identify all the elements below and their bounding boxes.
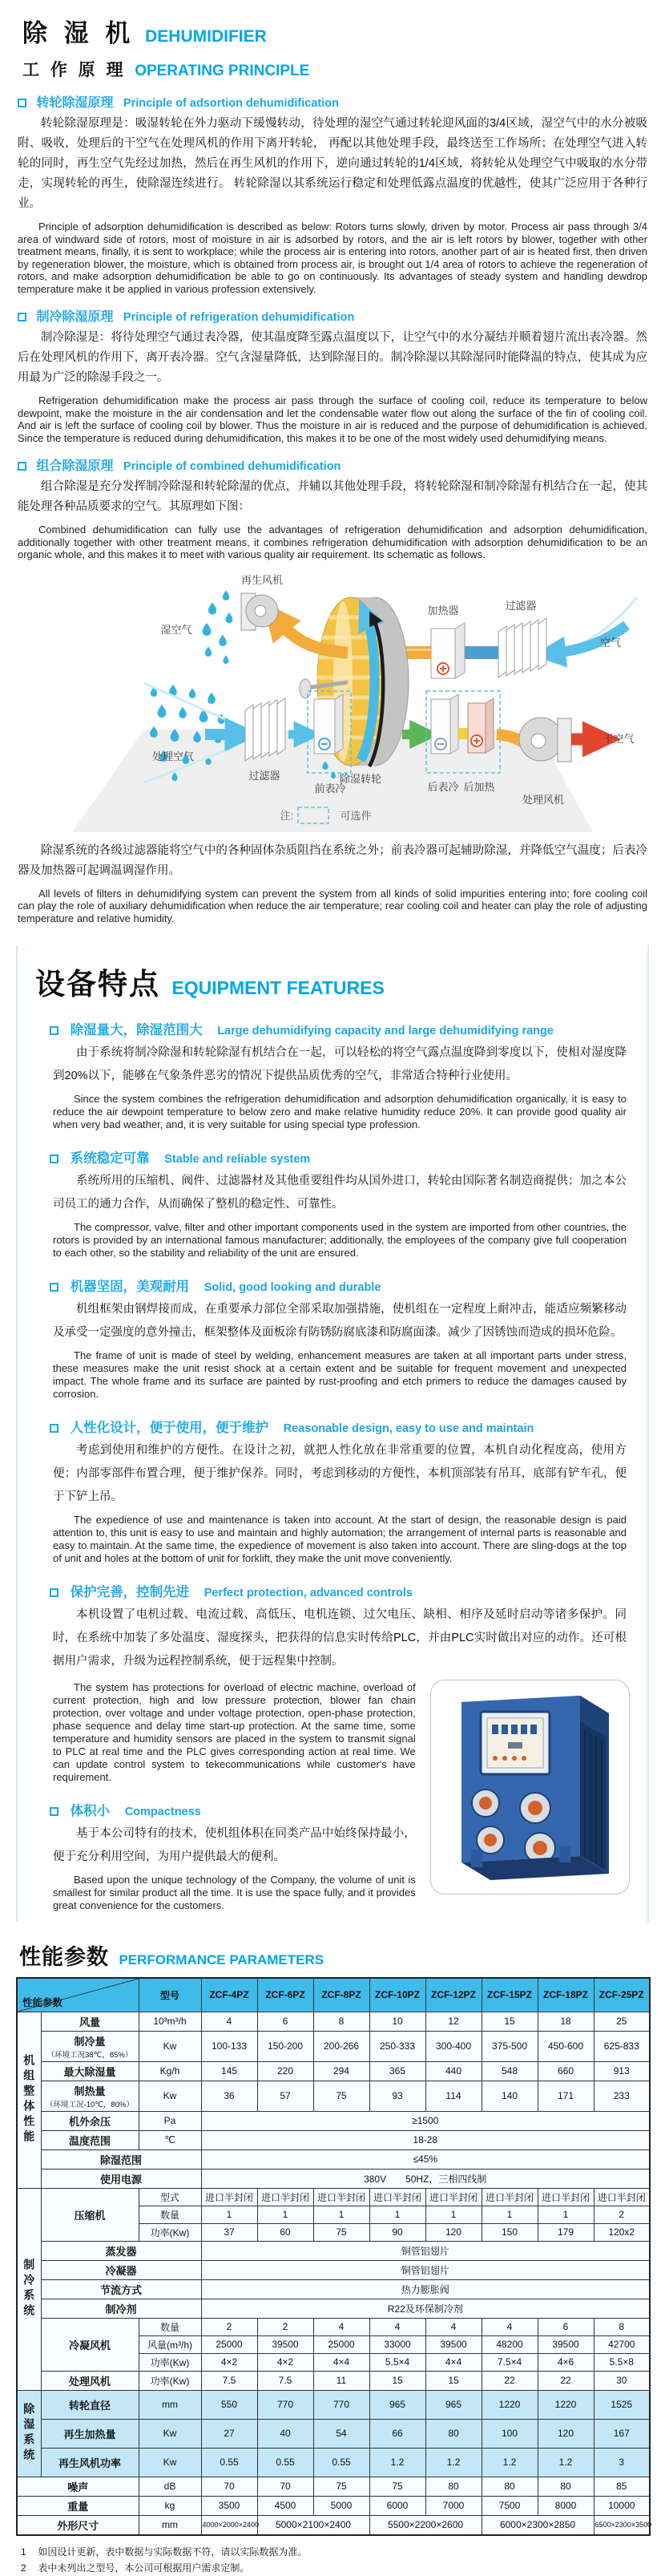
table-cell: 90 [369,2223,425,2241]
table-cell: 250-333 [369,2031,425,2061]
adsorption-paragraph-cn: 转轮除湿原理是：吸湿转轮在外力驱动下缓慢转动，待处理的湿空气通过转轮迎风面的3/4区域，湿空气中的水分被吸附、吸收，处理后的干空气在处理风机的作用下离开转轮， 再配以其他处理手段，最终送至工作场所；在处理空气进入转轮的同时，再生空气先经过加热，然后在再生风机的作用下，逆向通过转轮的1/4区域，将转轮从处理空气中吸取的水分带走，实现转轮的再生，使除湿连续进行。 转轮除湿以其系统运行稳定和处理低露点温度的优越性，使其广泛应用于各种行业。 [18,117,647,210]
feature-title-compactness [50,1800,416,1819]
table-cell: 功率(Kw) [139,2371,201,2390]
table-cell: 42700 [594,2335,650,2353]
table-notes [21,2544,649,2576]
table-cell: 制冷量 （环境工况38℃，85%） [41,2031,139,2061]
table-cell: Kg/h [139,2061,201,2081]
table-cell: 18-28 [201,2130,650,2149]
table-cell: 数量 [139,2206,201,2223]
model-column-header: ZCF-4PZ [201,1978,257,2012]
feature-title-en: Solid, good looking and durable [204,1281,381,1294]
regen-fan-shape [241,593,278,630]
table-cell: 27 [201,2419,257,2448]
square-bullet-icon [50,1026,58,1035]
table-cell: 39500 [257,2335,313,2353]
table-cell: 温度范围 [41,2130,139,2149]
table-cell: 60 [257,2223,313,2241]
table-cell: 1 [369,2206,425,2223]
table-cell: 15 [482,2012,538,2031]
table-cell: 80 [482,2477,538,2496]
post-diagram-en: All levels of filters in dehumidifying system can prevent the system from all kinds of solid impurities entering into; fore cooling coil can play the role of auxiliary dehumidification when reduce the air temperature; rear cooling coil and heater can play the role of adjusting temperature and relative humidity. [18,887,647,924]
table-cell: 功率(Kw) [139,2353,201,2371]
model-column-header: ZCF-6PZ [257,1978,313,2012]
table-cell: 噪声 [17,2477,139,2496]
label-rear-heat: 后加热 [463,780,495,793]
feature-title-en: Large dehumidifying capacity and large dehumidifying range [217,1025,554,1037]
square-bullet-icon [50,1424,58,1433]
table-cell: 294 [313,2061,369,2081]
table-cell: 75 [313,2081,369,2111]
table-cell: 171 [538,2081,594,2111]
table-cell: 4×4 [425,2353,482,2371]
section-title-cn: 组合除湿原理 [36,459,114,473]
feature-title-stable [50,1147,630,1167]
table-cell: 0.55 [201,2448,257,2477]
model-column-header: ZCF-12PZ [425,1978,482,2012]
table-cell: 8 [313,2012,369,2031]
table-cell: 220 [257,2061,313,2081]
feature-title-cn: 除湿量大，除湿范围大 [70,1023,203,1037]
table-cell: 22 [482,2371,538,2390]
table-cell: 7.5 [257,2371,313,2390]
table-cell: 7000 [425,2496,482,2515]
table-cell: 1 [313,2206,369,2223]
table-cell: 200-266 [313,2031,369,2061]
table-cell: ℃ [139,2130,201,2149]
feature-title-en: Stable and reliable system [164,1153,311,1166]
feature-title-cn: 体积小 [70,1804,111,1818]
table-cell: 365 [369,2061,425,2081]
feature-compactness-en: Based upon the unique technology of the Company, the volume of unit is smallest for similar product all the time. It is use the space fully, and it provides great convenience for the customers. [53,1874,416,1911]
table-cell: 15 [425,2371,482,2390]
table-cell: 120x2 [594,2223,650,2241]
feature-stable-en: The compressor, valve, filter and other important components used in the system are imported from other countries, the rotors is provided by an international famous manufacturer; additionally, the employees of the company give full cooperation to each other, so the stability and reliability of the unit are ensured. [53,1221,627,1259]
table-cell: 380V 50HZ，三相四线制 [201,2169,650,2188]
table-cell: 再生风机功率 [41,2448,139,2477]
label-process-fan: 处理风机 [522,793,565,806]
table-cell: 使用电源 [41,2169,201,2188]
table-cell: 1220 [538,2390,594,2419]
table-cell: 6500×2300×3500 [594,2515,650,2535]
table-cell: 机外余压 [41,2111,139,2130]
features-heading-en: EQUIPMENT FEATURES [171,977,385,998]
table-cell: 770 [257,2390,313,2419]
section-title-cn: 制冷除湿原理 [36,310,114,324]
table-cell: 0.55 [313,2448,369,2477]
table-cell: 2 [594,2206,650,2223]
table-cell: 8 [594,2318,650,2335]
table-cell: 制热量 （环境工况-10℃，80%） [41,2081,139,2111]
table-cell: 75 [313,2223,369,2241]
feature-title-cn: 系统稳定可靠 [70,1151,150,1166]
table-cell: 除湿范围 [41,2149,201,2169]
table-cell: 4500 [257,2496,313,2515]
table-cell: 770 [313,2390,369,2419]
table-cell: 70 [257,2477,313,2496]
model-column-header: ZCF-18PZ [538,1978,594,2012]
table-cell: 1 [257,2206,313,2223]
table-cell: 冷凝风机 [41,2318,139,2371]
table-cell: 进口半封闭 [538,2188,594,2206]
table-cell: 风量(m³/h) [139,2335,201,2353]
table-cell: 1 [201,2206,257,2223]
note-label: 注: [280,809,294,822]
table-cell: 1220 [482,2390,538,2419]
table-cell: 4×2 [201,2353,257,2371]
model-column-header: ZCF-8PZ [313,1978,369,2012]
feature-title-en: Perfect protection, advanced controls [204,1587,413,1599]
table-cell: 167 [594,2419,650,2448]
model-header: 型号 [139,1978,201,2012]
note-text: 表中未列出之型号，本公司可根据用户需求定制。 [38,2562,250,2574]
table-cell: 4×2 [257,2353,313,2371]
protection-photo-row [35,1676,630,1914]
table-cell: 4 [425,2318,482,2335]
label-regen-fan: 再生风机 [240,573,284,586]
label-air-in: 空气 [599,636,622,649]
table-cell: 处理风机 [41,2371,139,2390]
table-cell: 36 [201,2081,257,2111]
feature-solid-cn: 机组框架由钢焊接而成，在重要承力部位全部采取加强措施，使机组在一定程度上耐冲击，能适应频繁移动及承受一定强度的意外撞击，框架整体及面板涂有防锈防腐底漆和防腐面漆。减少了因锈蚀而造成的损坏危险。 [53,1303,627,1339]
performance-table [16,1977,651,2536]
table-cell: 25000 [313,2335,369,2353]
table-cell: 3 [594,2448,650,2477]
note-number: 2 [21,2562,26,2574]
section-title-refrigeration [18,306,649,325]
square-bullet-icon [50,1588,58,1597]
table-cell: 1.2 [369,2448,425,2477]
process-fan-shape [519,718,571,762]
table-cell: 57 [257,2081,313,2111]
table-cell: 300-400 [425,2031,482,2061]
table-cell: 40 [257,2419,313,2448]
table-cell: 7.5×4 [482,2353,538,2371]
table-cell: 75 [313,2477,369,2496]
feature-capacity-cn: 由于系统将制冷除湿和转轮除湿有机结合在一起，可以轻松的将空气露点温度降到零度以下，使相对湿度降到20%以下，能够在气象条件恶劣的情况下提供品质优秀的空气，非常适合特种行业使用。 [53,1046,627,1082]
table-cell: 6 [538,2318,594,2335]
table-cell: 6000×2300×2850 [482,2515,594,2535]
label-dry-air: 干空气 [603,732,635,745]
table-cell: dB [139,2477,201,2496]
table-cell: 7.5 [201,2371,257,2390]
table-cell: Kw [139,2031,201,2061]
table-cell: 压缩机 [41,2188,139,2241]
table-cell: 风量 [41,2012,139,2031]
table-cell: 39500 [538,2335,594,2353]
label-process-air: 处理空气 [151,750,195,762]
table-cell: 66 [369,2419,425,2448]
table-cell: ≤45% [201,2149,650,2169]
table-cell: 制冷系统 [17,2188,41,2390]
feature-protection-cn: 本机设置了电机过载、电流过载、高低压、电机连锁、过欠电压、缺相、相序及延时启动等诸多保护。同时，在系统中加装了多处温度、湿度探头，把获得的信息实时传给PLC，并由PLC实时做出对应的动作。还可根据用户需求，升级为远程控制系统，便于远程集中控制。 [53,1608,627,1668]
table-cell: 179 [538,2223,594,2241]
table-cell: 功率(Kw) [139,2223,201,2241]
section-title-adsorption [18,92,649,111]
table-cell: Kw [139,2448,201,2477]
table-cell: 进口半封闭 [257,2188,313,2206]
table-cell: 913 [594,2061,650,2081]
table-cell: 1.2 [482,2448,538,2477]
table-cell: 节流方式 [41,2279,201,2299]
table-cell: 75 [369,2477,425,2496]
features-heading-cn: 设备特点 [35,968,160,1001]
table-cell: 8000 [538,2496,594,2515]
feature-title-capacity [50,1019,630,1038]
feature-design-en: The expedience of use and maintenance is taken into account. At the start of design, the reasonable design is paid attention to, this unit is easy to use and maintain and highly automation; the arrangement of internal parts is reasonable and easy to maintain. At the same time, the expedience of movement is also taken into account. There are sling-dogs at the top of unit and holes at the bottom of unit for forklift, they make the unit move conveniently. [53,1514,627,1564]
table-cell: 120 [425,2223,482,2241]
table-cell: 550 [201,2390,257,2419]
table-cell: 机组整体性能 [17,2012,41,2188]
table-cell: 转轮直径 [41,2390,139,2419]
parameters-heading [19,1939,649,1971]
note-text: 如因设计更新，表中数据与实际数据不符，请以实际数据为准。 [38,2546,308,2558]
square-bullet-icon [50,1807,58,1816]
page-title-cn: 除 湿 机 [22,19,135,47]
table-cell: 140 [482,2081,538,2111]
heater-shape [431,623,465,678]
table-cell: 145 [201,2061,257,2081]
feature-title-cn: 人性化设计，便于使用，便于维护 [70,1421,269,1435]
table-cell: 蒸发器 [41,2241,201,2260]
table-cell: Kw [139,2419,201,2448]
wet-air-droplets [203,590,233,664]
section-title-en: Principle of refrigeration dehumidification [123,311,355,324]
table-cell: 440 [425,2061,482,2081]
feature-title-cn: 保护完善，控制先进 [70,1585,190,1599]
table-cell: 热力膨胀阀 [201,2279,650,2299]
note-2 [21,2560,649,2576]
table-cell: 5000 [313,2496,369,2515]
table-cell: 10 [369,2012,425,2031]
operating-principle-heading-cn: 工 作 原 理 [22,61,127,79]
combined-paragraph-cn: 组合除湿是充分发挥制冷除湿和转轮除湿的优点，并辅以其他处理手段，将转轮除湿和制冷除湿有机结合在一起，使其能处理各种品质要求的空气。其原理如下图： [18,480,647,513]
feature-title-en: Compactness [124,1806,201,1818]
square-bullet-icon [18,99,26,107]
table-cell: 54 [313,2419,369,2448]
label-wet-air: 湿空气 [160,623,192,636]
table-cell: 93 [369,2081,425,2111]
dehumidifier-unit-illustration [439,1689,620,1885]
table-cell: 5.5×8 [594,2353,650,2371]
table-cell: 233 [594,2081,650,2111]
table-cell: 70 [201,2477,257,2496]
page-title [22,13,649,49]
feature-title-protection [50,1581,630,1600]
label-heater: 加热器 [427,604,459,617]
table-cell: 4×4 [313,2353,369,2371]
table-cell: 1 [482,2206,538,2223]
table-cell: 除湿系统 [17,2390,41,2477]
left-column [35,1676,416,1914]
table-cell: 重量 [17,2496,139,2515]
note-1 [21,2544,649,2560]
feature-stable-cn: 系统所用的压缩机、阀件、过滤器材及其他重要组件均从国外进口，转轮由国际著名制造商提供；加之本公司员工的通力合作，从而确保了整机的稳定性、可靠性。 [53,1175,627,1211]
operating-principle-heading [22,57,649,81]
table-corner-cell: 性能参数 [17,1978,139,2012]
table-cell: 625-833 [594,2031,650,2061]
table-cell: 数量 [139,2318,201,2335]
table-cell: 2 [201,2318,257,2335]
table-cell: 965 [369,2390,425,2419]
table-cell: 25000 [201,2335,257,2353]
table-cell: mm [139,2515,201,2535]
table-cell: 6 [257,2012,313,2031]
table-cell: mm [139,2390,201,2419]
equipment-features-panel [16,945,649,1922]
label-filter-top: 过滤器 [505,599,537,612]
table-cell: 进口半封闭 [425,2188,482,2206]
table-cell: 10000 [594,2496,650,2515]
square-bullet-icon [50,1283,58,1292]
table-cell: 4000×2000×2400 [201,2515,257,2535]
page-title-en: DEHUMIDIFIER [145,27,267,46]
table-cell: 进口半封闭 [313,2188,369,2206]
table-cell: 外形尺寸 [17,2515,139,2535]
table-cell: 375-500 [482,2031,538,2061]
label-rotor: 除湿转轮 [339,772,382,785]
square-bullet-icon [18,313,26,321]
feature-capacity-en: Since the system combines the refrigeration dehumidification and adsorption dehumidification organically, it is easy to reduce the air dewpoint temperature to below zero and make relative humidity reduce 20%. It can provide good quality air when very bad weather, and, it is very suitable for using special type profession. [53,1093,627,1130]
table-cell: Pa [139,2111,201,2130]
table-cell: 5500×2200×2600 [369,2515,482,2535]
table-cell: 12 [425,2012,482,2031]
table-cell: 22 [538,2371,594,2390]
combined-paragraph-en: Combined dehumidification can fully use the advantages of refrigeration dehumidification and adsorption dehumidification, additionally together with other treatment means, it combines refrigeration dehumidification with adsorption dehumidification to be an organic whole, and this makes it to meet with various quality air requirement. Its schematic as follows. [18,524,647,560]
table-cell: 10³m³/h [139,2012,201,2031]
table-cell: 7500 [482,2496,538,2515]
parameters-heading-en: PERFORMANCE PARAMETERS [119,1952,324,1967]
table-cell: 1.2 [425,2448,482,2477]
label-filter-bottom: 过滤器 [248,769,280,782]
table-cell: 4×6 [538,2353,594,2371]
model-column-header: ZCF-15PZ [482,1978,538,2012]
table-cell: 冷凝器 [41,2260,201,2279]
table-cell: 11 [313,2371,369,2390]
table-cell: 80 [538,2477,594,2496]
section-title-en: Principle of adsortion dehumidification [123,97,339,110]
note-text: 可选件 [340,809,372,822]
table-cell: 48200 [482,2335,538,2353]
square-bullet-icon [50,1155,58,1163]
feature-title-solid [50,1276,630,1295]
table-cell: 1525 [594,2390,650,2419]
product-photo [430,1680,630,1895]
feature-solid-en: The frame of unit is made of steel by welding, enhancement measures are taken at all important parts under stress, these measures make the unit resist shock at a certain extent and be suitable for frequent movement and unexpected impact. The whole frame and its surface are painted by rust-proofing and etch primers to reduce the damages caused by corrosion. [53,1349,627,1400]
table-cell: 铜管铝翅片 [201,2241,650,2260]
table-cell: 4 [369,2318,425,2335]
table-cell: R22及环保制冷剂 [201,2299,650,2318]
table-cell: 33000 [369,2335,425,2353]
table-cell: 660 [538,2061,594,2081]
table-cell: 1 [538,2206,594,2223]
adsorption-paragraph-en: Principle of adsorption dehumidification is described as below: Rotors turns slowly, driven by motor. Process air pass through 3/4 area of windward side of rotors, most of moisture in air is adsorbed by rotors, and the air is left rotors by blower, together with other treatment means, finally, it is sent to workplace; while the process air is entering into rotors, another part of air is heated first, then driven by regeneration blower, the moisture, which is obtained from process air, is brought out 1/4 area of rotors to achieve the regeneration of rotors, and make adsorption dehumidification be able to go on continuously. Its advantages of steady system and handling dewdrop temperature make it be applied in various profession extensively. [18,220,647,295]
table-cell: 120 [538,2419,594,2448]
table-cell: 965 [425,2390,482,2419]
table-cell: 100 [482,2419,538,2448]
parameters-heading-cn: 性能参数 [19,1945,109,1969]
model-column-header: ZCF-10PZ [369,1978,425,2012]
features-heading [35,960,630,1003]
label-front-cool: 前表冷 [314,782,346,795]
feature-design-cn: 考虑到使用和维护的方便性。在设计之初，就把人性化放在非常重要的位置，本机自动化程度高，使用方便；内部零部件布置合理，便于维护保养。同时，考虑到移动的方便性，本机顶部装有吊耳，底部有铲车孔，便于下铲上吊。 [53,1444,627,1503]
table-cell: 进口半封闭 [594,2188,650,2206]
table-cell: 100-133 [201,2031,257,2061]
table-cell: 450-600 [538,2031,594,2061]
table-cell: kg [139,2496,201,2515]
table-cell: 4 [313,2318,369,2335]
table-cell: 制冷剂 [41,2299,201,2318]
table-cell: 进口半封闭 [369,2188,425,2206]
section-title-en: Principle of combined dehumidification [123,460,341,473]
table-cell: 18 [538,2012,594,2031]
table-cell: 0.55 [257,2448,313,2477]
section-title-cn: 转轮除湿原理 [36,96,114,110]
post-diagram-cn: 除湿系统的各级过滤器能将空气中的各种固体杂质阻挡在系统之外；前表冷器可起辅助除湿，并降低空气温度；后表冷器及加热器可起调温调湿作用。 [18,843,647,877]
operating-principle-heading-en: OPERATING PRINCIPLE [135,63,310,79]
table-cell: 1 [425,2206,482,2223]
table-cell: Kw [139,2081,201,2111]
refrigeration-paragraph-cn: 制冷除湿是：将待处理空气通过表冷器，使其温度降至露点温度以下，让空气中的水分凝结并顺着翅片流出表冷器。然后在处理风机的作用下，离开表冷器。空气含湿量降低，达到除湿目的。制冷除湿以其除湿同时能降温的特点，使其成为应用最为广泛的除湿手段之一。 [18,331,647,384]
table-cell: 4 [201,2012,257,2031]
table-cell: 6000 [369,2496,425,2515]
table-cell: 型式 [139,2188,201,2206]
section-title-combined [18,455,649,474]
label-rear-cool: 后表冷 [427,780,459,793]
table-cell: 2 [257,2318,313,2335]
table-cell: 85 [594,2477,650,2496]
square-bullet-icon [18,462,26,471]
feature-title-cn: 机器坚固，美观耐用 [70,1280,190,1294]
table-cell: 5000×2100×2400 [257,2515,369,2535]
schematic-diagram [16,569,649,838]
table-cell: 进口半封闭 [201,2188,257,2206]
dehumidification-schematic [16,569,649,834]
table-cell: 80 [425,2477,482,2496]
feature-compactness-cn: 基于本公司特有的技术，使机组体积在同类产品中始终保持最小，便于充分利用空间，为用户提供最大的便利。 [53,1827,416,1863]
table-cell: 最大除湿量 [41,2061,139,2081]
table-cell: 3500 [201,2496,257,2515]
table-cell: 150 [482,2223,538,2241]
table-cell: 5.5×4 [369,2353,425,2371]
table-cell: 80 [425,2419,482,2448]
feature-protection-en: The system has protections for overload of electric machine, overload of current protection, high and low pressure protection, blower fan chain protection, over voltage and under voltage protection, open-phase protection, phase sequence and delay time start-up protection. At the same time, some temperature and humidity sensors are placed in the system to transmit signal to PLC at real time and the PLC gives corresponding action at real time. We can update control system to tekecommunications while customer's have requirement. [53,1681,416,1783]
model-column-header: ZCF-25PZ [594,1978,650,2012]
table-cell: 114 [425,2081,482,2111]
table-cell: 4 [482,2318,538,2335]
table-cell: 进口半封闭 [482,2188,538,2206]
refrigeration-paragraph-en: Refrigeration dehumidification make the process air pass through the surface of cooling coil, reduce its temperature to below dewpoint, make the moisture in the air condensation and let the condensable water flow out along the surface of the fin of cooling coil. And air is left the surface of cooling coil by blower. Thus the moisture in air is reduced and the purpose of dehumidification is achieved. Since the temperature is reduced during dehumidification, this makes it to be one of the most widely used dehumidifying means. [18,394,647,444]
feature-title-en: Reasonable design, easy to use and maintain [283,1422,534,1435]
table-cell: 150-200 [257,2031,313,2061]
table-cell: 再生加热量 [41,2419,139,2448]
table-cell: ≥1500 [201,2111,650,2130]
cold-duct [465,646,498,659]
table-cell: 15 [369,2371,425,2390]
filter-bottom-shape [245,698,285,761]
table-cell: 1.2 [538,2448,594,2477]
table-cell: 37 [201,2223,257,2241]
table-cell: 铜管铝翅片 [201,2260,650,2279]
feature-title-design [50,1417,630,1436]
note-number: 1 [21,2546,26,2558]
table-cell: 25 [594,2012,650,2031]
table-cell: 548 [482,2061,538,2081]
filter-top-shape [498,618,546,677]
table-cell: 30 [594,2371,650,2390]
table-cell: 39500 [425,2335,482,2353]
